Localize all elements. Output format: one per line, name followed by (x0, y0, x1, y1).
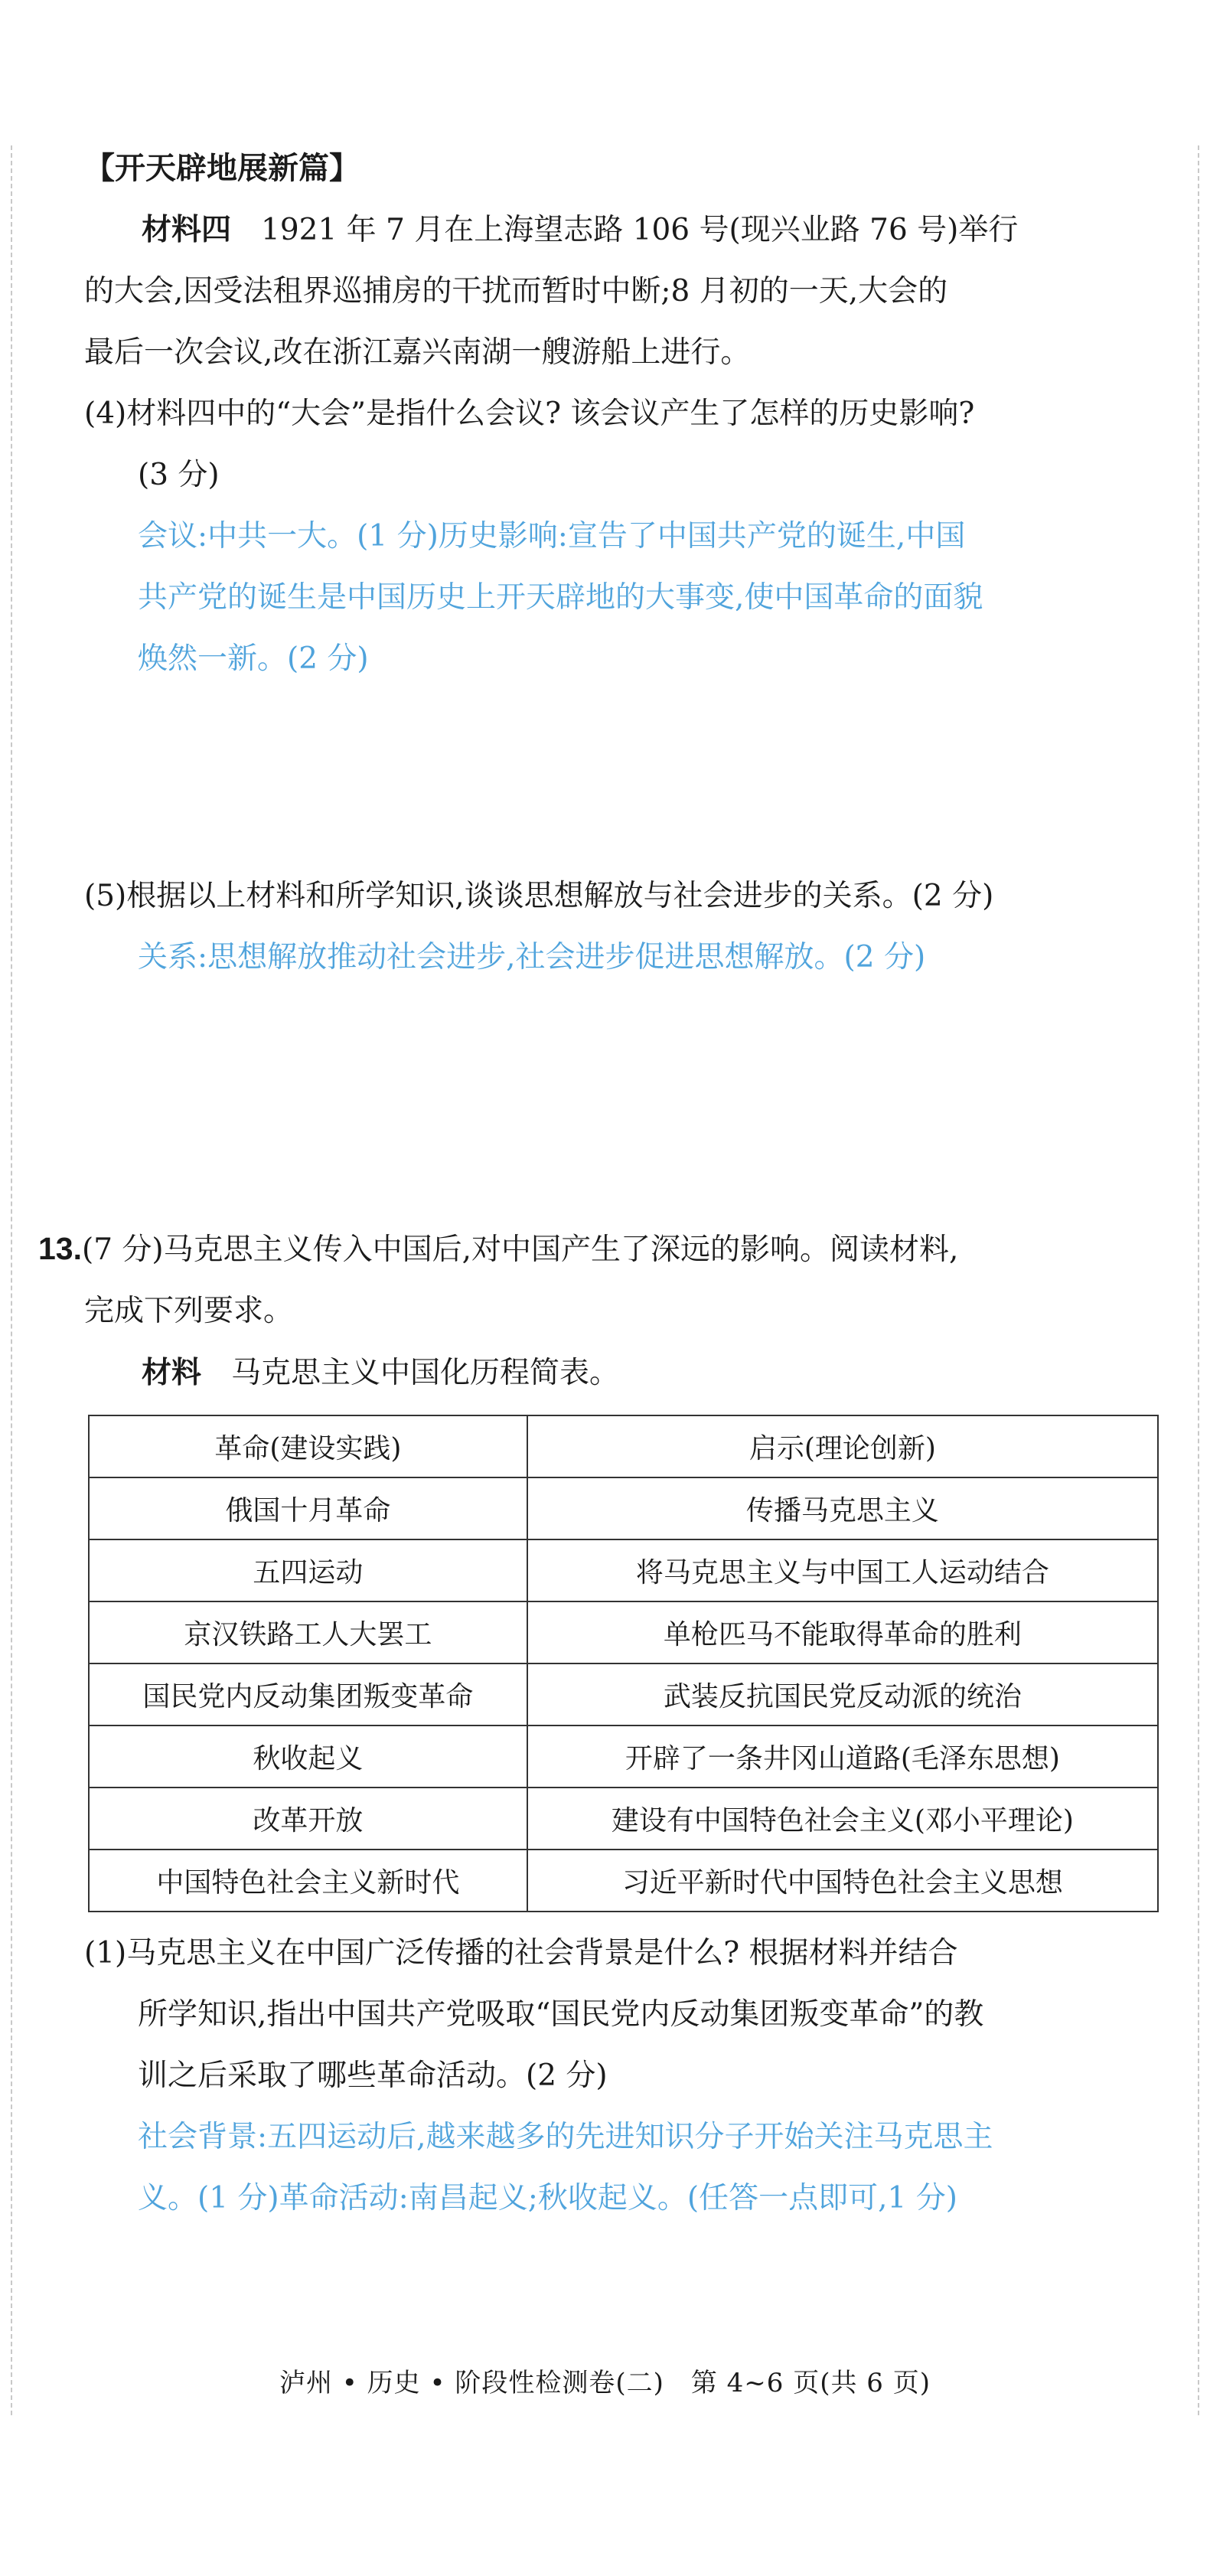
table-cell: 建设有中国特色社会主义(邓小平理论) (527, 1788, 1158, 1850)
q4-line-2: (3 分) (138, 458, 220, 492)
material4-line-2: 的大会,因受法租界巡捕房的干扰而暂时中断;8 月初的一天,大会的 (84, 274, 948, 309)
question-5 (84, 866, 1159, 988)
question-4 (84, 384, 1159, 690)
table-cell: 传播马克思主义 (527, 1477, 1158, 1539)
table-row (89, 1601, 1158, 1663)
material4-line-3: 最后一次会议,改在浙江嘉兴南湖一艘游船上进行。 (84, 335, 751, 370)
q13-material-line: 材料 马克思主义中国化历程简表。 (142, 1355, 620, 1390)
table-cell: 中国特色社会主义新时代 (89, 1850, 527, 1912)
history-table (88, 1415, 1159, 1912)
answer-space (84, 988, 1159, 1218)
q4-answer-line-2: 共产党的诞生是中国历史上开天辟地的大事变,使中国革命的面貌 (138, 580, 983, 615)
table-header: 启示(理论创新) (527, 1415, 1158, 1477)
table-row (89, 1477, 1158, 1539)
question-13 (38, 1218, 1159, 2229)
q5-answer: 关系:思想解放推动社会进步,社会进步促进思想解放。(2 分) (138, 940, 926, 975)
table-cell: 五四运动 (89, 1539, 527, 1601)
q13-intro-line-1: 13.(7 分)马克思主义传入中国后,对中国产生了深远的影响。阅读材料, (38, 1231, 959, 1267)
table-row (89, 1663, 1158, 1725)
q4-line-1: (4)材料四中的“大会”是指什么会议? 该会议产生了怎样的历史影响? (84, 397, 975, 431)
table-cell: 单枪匹马不能取得革命的胜利 (527, 1601, 1158, 1663)
q13-material-label: 材料 (142, 1355, 202, 1390)
q13-1-line-1: (1)马克思主义在中国广泛传播的社会背景是什么? 根据材料并结合 (84, 1936, 958, 1970)
table-cell: 秋收起义 (89, 1725, 527, 1788)
q13-intro-line-2: 完成下列要求。 (84, 1294, 294, 1328)
right-margin-line (1198, 145, 1199, 2415)
table-row (89, 1788, 1158, 1850)
material4-block (84, 199, 1159, 384)
table-row (89, 1725, 1158, 1788)
page-content (38, 138, 1159, 2229)
table-cell: 改革开放 (89, 1788, 527, 1850)
table-cell: 将马克思主义与中国工人运动结合 (527, 1539, 1158, 1601)
q13-1-line-3: 训之后采取了哪些革命活动。(2 分) (138, 2059, 608, 2093)
material4-label: 材料四 (142, 212, 232, 247)
table-cell: 京汉铁路工人大罢工 (89, 1601, 527, 1663)
table-header-row (89, 1415, 1158, 1477)
table-row (89, 1539, 1158, 1601)
table-row (89, 1850, 1158, 1912)
table-cell: 俄国十月革命 (89, 1477, 527, 1539)
table-cell: 武装反抗国民党反动派的统治 (527, 1663, 1158, 1725)
table-cell: 习近平新时代中国特色社会主义思想 (527, 1850, 1158, 1912)
q13-number: 13. (38, 1231, 82, 1266)
q13-1-answer-line-2: 义。(1 分)革命活动:南昌起义;秋收起义。(任答一点即可,1 分) (138, 2181, 957, 2215)
q5-text: (5)根据以上材料和所学知识,谈谈思想解放与社会进步的关系。(2 分) (84, 879, 994, 913)
table-cell: 开辟了一条井冈山道路(毛泽东思想) (527, 1725, 1158, 1788)
page-footer: 泸州 • 历史 • 阶段性检测卷(二) 第 4~6 页(共 6 页) (279, 2368, 931, 2398)
left-margin-line (11, 145, 12, 2415)
q4-answer-line-1: 会议:中共一大。(1 分)历史影响:宣告了中国共产党的诞生,中国 (138, 519, 966, 553)
table-header: 革命(建设实践) (89, 1415, 527, 1477)
material4-line-1: 材料四 1921 年 7 月在上海望志路 106 号(现兴业路 76 号)举行 (142, 212, 1019, 247)
q4-answer-line-3: 焕然一新。(2 分) (138, 642, 369, 676)
answer-space (84, 690, 1159, 866)
q13-1-line-2: 所学知识,指出中国共产党吸取“国民党内反动集团叛变革命”的教 (138, 1997, 984, 2032)
section-title: 【开天辟地展新篇】 (84, 150, 360, 186)
q13-1-answer-line-1: 社会背景:五四运动后,越来越多的先进知识分子开始关注马克思主 (138, 2120, 993, 2154)
table-cell: 国民党内反动集团叛变革命 (89, 1663, 527, 1725)
